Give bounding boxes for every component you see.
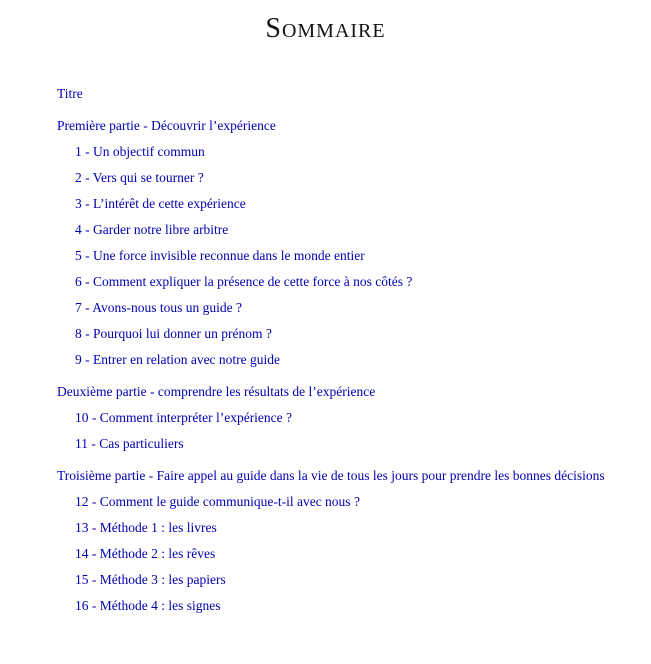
- toc-chapter-link[interactable]: 16 - Méthode 4 : les signes: [75, 598, 221, 613]
- table-of-contents: [0, 81, 651, 619]
- toc-section-link[interactable]: Titre: [57, 86, 83, 101]
- toc-section-link[interactable]: Deuxième partie - comprendre les résultats de l’expérience: [57, 384, 376, 399]
- toc-chapter-link[interactable]: 1 - Un objectif commun: [75, 144, 205, 159]
- toc-chapter-link[interactable]: 12 - Comment le guide communique-t-il avec nous ?: [75, 494, 360, 509]
- toc-chapter-link[interactable]: 3 - L’intérêt de cette expérience: [75, 196, 246, 211]
- toc-chapter-link[interactable]: 7 - Avons-nous tous un guide ?: [75, 300, 242, 315]
- toc-chapter-link[interactable]: 13 - Méthode 1 : les livres: [75, 520, 217, 535]
- toc-chapter-link[interactable]: 9 - Entrer en relation avec notre guide: [75, 352, 281, 367]
- toc-chapter-link[interactable]: 5 - Une force invisible reconnue dans le monde entier: [75, 248, 365, 263]
- toc-chapter-link[interactable]: 6 - Comment expliquer la présence de cette force à nos côtés ?: [75, 274, 413, 289]
- toc-chapter-link[interactable]: 4 - Garder notre libre arbitre: [75, 222, 229, 237]
- toc-chapter-link[interactable]: 15 - Méthode 3 : les papiers: [75, 572, 226, 587]
- toc-chapter-link[interactable]: 14 - Méthode 2 : les rêves: [75, 546, 216, 561]
- toc-chapter-link[interactable]: 8 - Pourquoi lui donner un prénom ?: [75, 326, 272, 341]
- page-title: Sommaire: [265, 13, 386, 44]
- toc-section-link[interactable]: Troisième partie - Faire appel au guide dans la vie de tous les jours pour prendre les bonnes décisions: [57, 468, 605, 483]
- toc-chapter-link[interactable]: 11 - Cas particuliers: [75, 436, 184, 451]
- toc-chapter-link[interactable]: 10 - Comment interpréter l’expérience ?: [75, 410, 293, 425]
- toc-section-link[interactable]: Première partie - Découvrir l’expérience: [57, 118, 276, 133]
- toc-chapter-link[interactable]: 2 - Vers qui se tourner ?: [75, 170, 204, 185]
